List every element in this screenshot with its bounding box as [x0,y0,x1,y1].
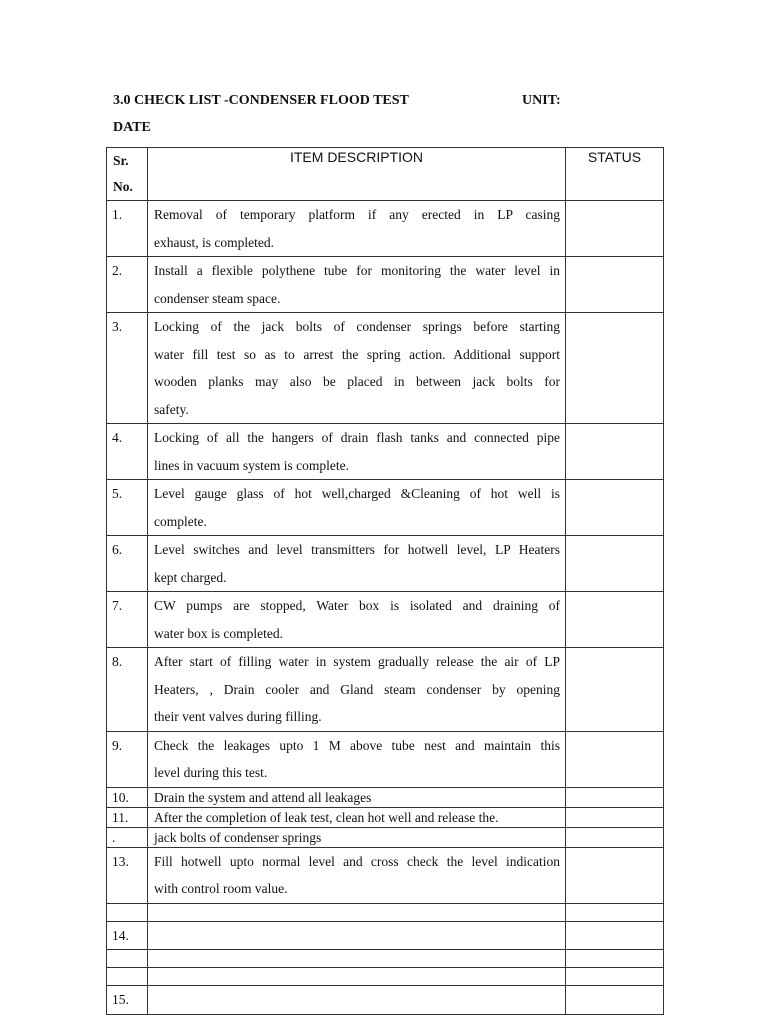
item-description-line: condenser steam space. [154,290,281,306]
status-cell[interactable] [566,648,664,732]
item-description-cell [148,313,566,424]
item-description-cell [148,731,566,787]
header-sr-line2: No. [113,179,133,194]
unit-label: UNIT: [522,93,561,108]
sr-no-text: 9. [112,737,123,753]
sr-no-text: 8. [112,654,123,669]
item-description-line: Locking of the jack bolts of condenser springs before starting [154,319,560,334]
item-description-line: water box is completed. [154,625,283,641]
item-description-cell [148,787,566,807]
item-description-line: Install a flexible polythene tube for monitoring the water level in [154,263,560,278]
table-row [107,847,664,903]
table-row [107,536,664,592]
table-row [107,480,664,536]
checklist-rows [107,201,664,1015]
item-description-cell [148,480,566,536]
item-description-line: safety. [154,401,189,417]
table-row [107,424,664,480]
sr-no-cell [107,201,148,257]
table-row [107,807,664,827]
item-description-line: Removal of temporary platform if any erected in LP casing [154,207,560,222]
table-row [107,968,664,986]
item-description-cell [148,807,566,827]
table-row [107,257,664,313]
item-description-line: jack bolts of condenser springs [154,829,322,845]
table-row [107,313,664,424]
sr-no-text: 6. [112,542,123,557]
item-description-line: with control room value. [154,881,288,896]
item-description-line: complete. [154,513,207,529]
item-description-cell [148,986,566,1015]
status-cell[interactable] [566,480,664,536]
sr-no-cell [107,807,148,827]
sr-no-cell [107,968,148,986]
item-description-cell [148,827,566,847]
item-description-line: exhaust, is completed. [154,234,274,250]
table-row [107,731,664,787]
status-cell[interactable] [566,536,664,592]
table-row [107,827,664,847]
item-description-line: Check the leakages upto 1 M above tube nest and maintain this [154,737,560,753]
sr-no-text: 4. [112,430,123,445]
status-cell[interactable] [566,201,664,257]
sr-no-text: 2. [112,263,123,278]
status-cell[interactable] [566,787,664,807]
item-description-cell [148,424,566,480]
status-cell[interactable] [566,903,664,921]
sr-no-cell [107,257,148,313]
status-cell[interactable] [566,807,664,827]
item-description-line: Level gauge glass of hot well,charged &Cleaning of hot well is [154,486,560,501]
item-description-cell [148,648,566,732]
sr-no-text: 7. [112,598,123,613]
sr-no-text: 3. [112,319,123,334]
table-row [107,903,664,921]
header-sr-no [107,148,148,201]
sr-no-cell [107,313,148,424]
status-cell[interactable] [566,847,664,903]
status-cell[interactable] [566,731,664,787]
sr-no-cell [107,592,148,648]
status-cell[interactable] [566,592,664,648]
status-cell[interactable] [566,950,664,968]
header-status [566,148,664,201]
item-description-line: level during this test. [154,765,268,780]
header-sr-line1: Sr. [113,153,129,168]
sr-no-text: 10. [112,789,129,805]
sr-no-cell [107,536,148,592]
item-description-cell [148,903,566,921]
checklist-table [106,147,664,1015]
status-cell[interactable] [566,921,664,950]
item-description-line: Locking of all the hangers of drain flash tanks and connected pipe [154,430,560,445]
sr-no-cell [107,847,148,903]
item-description-cell [148,968,566,986]
sr-no-cell [107,787,148,807]
item-description-line: water fill test so as to arrest the spring action. Additional support [154,346,560,362]
item-description-line: wooden planks may also be placed in between jack bolts for [154,374,560,389]
sr-no-text: 13. [112,853,129,869]
item-description-line: After the completion of leak test, clean hot well and release the. [154,809,499,825]
status-cell[interactable] [566,257,664,313]
sr-no-text: 5. [112,486,123,501]
table-row [107,950,664,968]
status-cell[interactable] [566,968,664,986]
sr-no-text: 15. [112,992,129,1007]
sr-no-text: 1. [112,207,123,222]
sr-no-cell [107,903,148,921]
item-description-line: kept charged. [154,569,227,585]
item-description-line: After start of filling water in system gradually release the air of LP [154,654,560,669]
item-description-cell [148,592,566,648]
item-description-cell [148,847,566,903]
document-title: 3.0 CHECK LIST -CONDENSER FLOOD TEST [113,93,409,108]
sr-no-cell [107,480,148,536]
table-row [107,592,664,648]
table-row [107,986,664,1015]
date-label: DATE [113,120,151,135]
sr-no-text: . [112,829,116,845]
item-description-line: Heaters, , Drain cooler and Gland steam condenser by opening [154,681,560,697]
item-description-cell [148,257,566,313]
item-description-line: their vent valves during filling. [154,709,322,724]
table-row [107,201,664,257]
item-description-line: lines in vacuum system is complete. [154,457,349,473]
sr-no-text: 11. [112,809,129,825]
item-description-line: Drain the system and attend all leakages [154,789,372,805]
sr-no-cell [107,648,148,732]
item-description-line: Fill hotwell upto normal level and cross check the level indication [154,853,560,869]
item-description-cell [148,201,566,257]
table-row [107,921,664,950]
header-item-description [148,148,566,201]
sr-no-cell [107,921,148,950]
table-row [107,648,664,732]
sr-no-cell [107,950,148,968]
header-description-label: ITEM DESCRIPTION [289,149,423,165]
sr-no-cell [107,424,148,480]
item-description-line: Level switches and level transmitters for hotwell level, LP Heaters [154,542,560,557]
item-description-cell [148,950,566,968]
table-row [107,787,664,807]
sr-no-cell [107,827,148,847]
status-cell[interactable] [566,424,664,480]
table-header-row [107,148,664,201]
item-description-line: CW pumps are stopped, Water box is isolated and draining of [154,598,560,613]
item-description-cell [148,921,566,950]
status-cell[interactable] [566,986,664,1015]
sr-no-cell [107,986,148,1015]
status-cell[interactable] [566,827,664,847]
sr-no-cell [107,731,148,787]
sr-no-text: 14. [112,927,129,943]
item-description-cell [148,536,566,592]
status-cell[interactable] [566,313,664,424]
header-status-label: STATUS [587,149,642,165]
